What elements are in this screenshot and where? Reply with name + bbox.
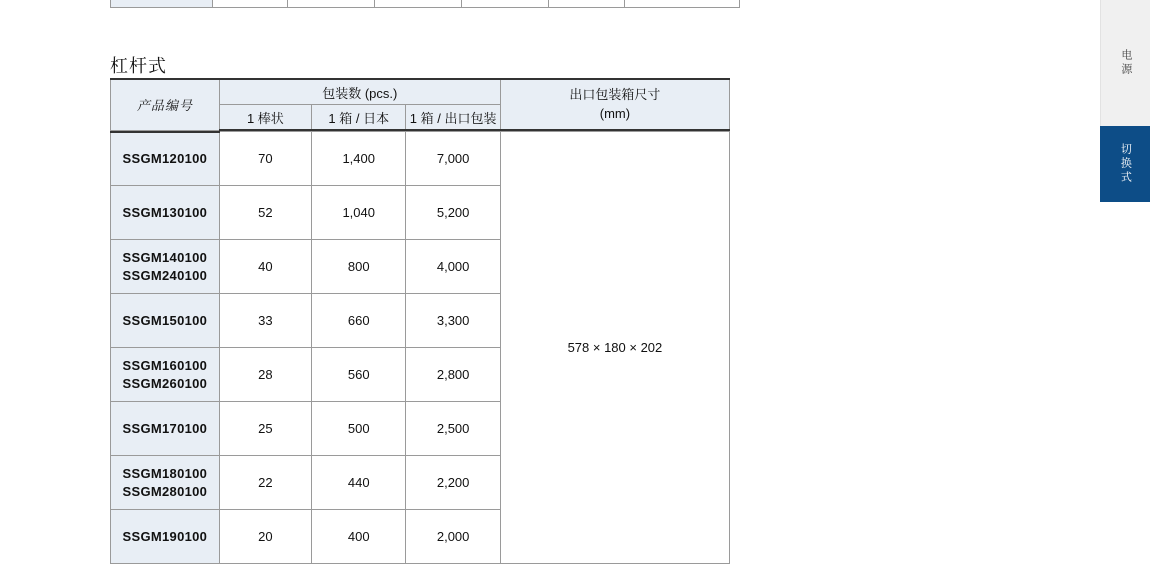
cell-value (374, 0, 461, 8)
product-line-1: SSGM180100 (122, 465, 208, 481)
cell-per-bar: 25 (219, 402, 311, 456)
cell-per-bar: 33 (219, 294, 311, 348)
cell-per-box-japan: 1,400 (312, 132, 406, 186)
cell-per-box-export: 2,200 (406, 456, 500, 510)
product-line-2: SSGM280100 (122, 483, 208, 499)
cell-product-number: SSGM190100 (111, 510, 220, 564)
cell-per-bar: 20 (219, 510, 311, 564)
table-row (111, 0, 740, 8)
cell-value (212, 0, 287, 8)
cell-per-bar: 40 (219, 240, 311, 294)
cell-per-bar: 70 (219, 132, 311, 186)
cell-per-box-japan: 500 (312, 402, 406, 456)
side-tab-power-label: 电源 (1119, 49, 1132, 77)
cell-export-box-dimension: 578 × 180 × 202 (500, 132, 729, 564)
cell-value (625, 0, 740, 8)
cell-per-box-export: 5,200 (406, 186, 500, 240)
cell-per-box-japan: 1,040 (312, 186, 406, 240)
cell-value (549, 0, 625, 8)
product-line-2: SSGM260100 (122, 375, 208, 391)
cell-product-number: SSGM170100 (111, 402, 220, 456)
product-line-1: SSGM140100 (122, 249, 208, 265)
packaging-table (110, 78, 730, 564)
header-package-count: 包装数 (pcs.) (219, 79, 500, 105)
header-product-number: 产品编号 (111, 79, 220, 130)
cell-per-bar: 22 (219, 456, 311, 510)
cell-product (111, 0, 213, 8)
cell-per-box-export: 4,000 (406, 240, 500, 294)
cell-per-box-export: 2,000 (406, 510, 500, 564)
cell-product-number: SSGM150100 (111, 294, 220, 348)
header-dimension-line2: (mm) (599, 105, 631, 121)
side-tab-switching-label: 切换式 (1119, 143, 1132, 185)
header-dimension-line1: 出口包装箱尺寸 (569, 87, 661, 103)
header-per-box-japan: 1 箱 / 日本 (312, 105, 406, 131)
cell-per-box-japan: 560 (312, 348, 406, 402)
cell-product-number (111, 240, 220, 294)
section-title: 杠杆式 (110, 56, 167, 76)
cell-product-number: SSGM120100 (111, 132, 220, 186)
cell-product-number (111, 348, 220, 402)
cell-value (462, 0, 549, 8)
cell-value (287, 0, 374, 8)
cell-per-box-japan: 400 (312, 510, 406, 564)
packaging-table-body (111, 132, 730, 564)
cell-product-number: SSGM130100 (111, 186, 220, 240)
cell-per-bar: 28 (219, 348, 311, 402)
header-per-box-export: 1 箱 / 出口包装 (406, 105, 500, 131)
side-tab-power[interactable] (1100, 0, 1150, 126)
table-row (111, 132, 730, 186)
cell-per-box-export: 3,300 (406, 294, 500, 348)
cell-per-box-japan: 660 (312, 294, 406, 348)
product-line-2: SSGM240100 (122, 267, 208, 283)
side-tab-switching[interactable] (1100, 126, 1150, 202)
side-tab-strip (1100, 0, 1150, 529)
cell-per-box-export: 2,800 (406, 348, 500, 402)
cell-per-box-export: 2,500 (406, 402, 500, 456)
cell-per-box-japan: 800 (312, 240, 406, 294)
product-line-1: SSGM160100 (122, 357, 208, 373)
packaging-table-container (110, 78, 730, 564)
header-per-bar: 1 棒状 (219, 105, 311, 131)
cell-per-box-japan: 440 (312, 456, 406, 510)
cell-per-bar: 52 (219, 186, 311, 240)
previous-table-fragment (110, 0, 740, 8)
header-export-box-dimension (500, 79, 729, 130)
table-header-row-1 (111, 79, 730, 105)
cell-per-box-export: 7,000 (406, 132, 500, 186)
cell-product-number (111, 456, 220, 510)
